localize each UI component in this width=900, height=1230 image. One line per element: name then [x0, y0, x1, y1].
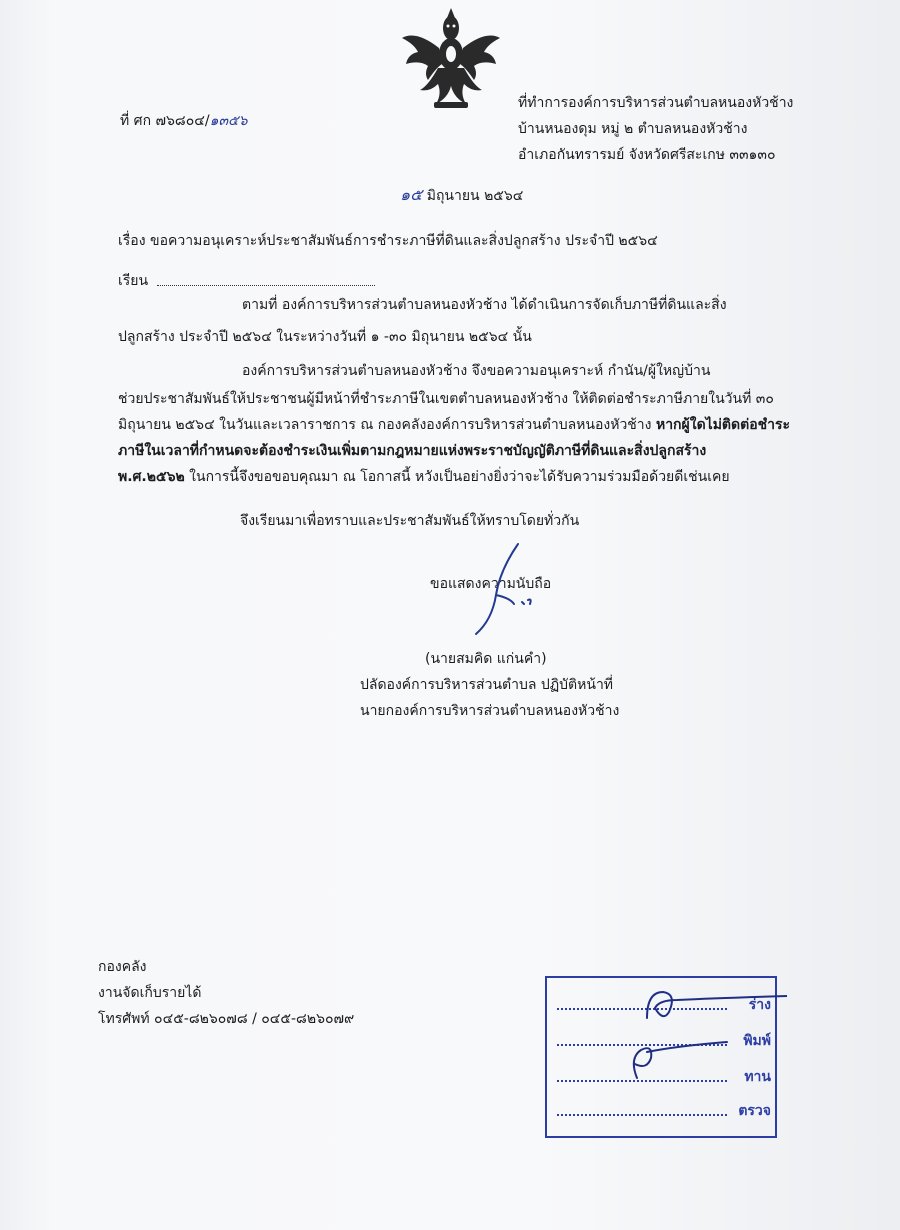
para2-line5: [118, 468, 730, 486]
letter-subject: เรื่อง ขอความอนุเคราะห์ประชาสัมพันธ์การชำระภาษีที่ดินและสิ่งปลูกสร้าง ประจำปี ๒๕๖๔: [118, 233, 658, 249]
para2-line3-normal: มิถุนายน ๒๕๖๔ ในวันและเวลาราชการ ณ กองคลังองค์การบริหารส่วนตำบลหนองหัวช้าง: [118, 417, 652, 433]
stamp-label-print: พิมพ์: [743, 1033, 771, 1049]
initials-signature: [607, 978, 787, 1088]
closing-paragraph: จึงเรียนมาเพื่อทราบและประชาสัมพันธ์ให้ทราบโดยทั่วกัน: [240, 513, 580, 529]
stamp-row-check: [557, 1102, 775, 1120]
stamp-label-check: ตรวจ: [738, 1103, 771, 1119]
para2-line1: องค์การบริหารส่วนตำบลหนองหัวช้าง จึงขอความอนุเคราะห์ กำนัน/ผู้ใหญ่บ้าน: [242, 363, 711, 379]
reference-number: [120, 112, 248, 130]
garuda-emblem-icon: [398, 8, 504, 112]
salutation: เรียน: [118, 273, 149, 289]
footer-department: กองคลัง: [98, 959, 147, 975]
regards: ขอแสดงความนับถือ: [430, 576, 552, 592]
date-day-handwritten: ๑๕: [400, 185, 423, 204]
footer-phone: โทรศัพท์ ๐๔๕-๘๒๖๐๗๘ / ๐๔๕-๘๒๖๐๗๙: [98, 1011, 355, 1027]
address-line-3: อำเภอกันทรารมย์ จังหวัดศรีสะเกษ ๓๓๑๓๐: [518, 147, 776, 163]
stamp-label-draft: ร่าง: [748, 997, 771, 1013]
para1-line2: ปลูกสร้าง ประจำปี ๒๕๖๔ ในระหว่างวันที่ ๑ -๓๐ มิถุนายน ๒๕๖๔ นั้น: [118, 329, 532, 345]
stamp-label-review: ทาน: [744, 1069, 771, 1085]
reference-number-handwritten: ๑๓๕๖: [209, 113, 248, 129]
approval-stamp-box: [545, 976, 777, 1138]
para2-line2: ช่วยประชาสัมพันธ์ให้ประชาชนผู้มีหน้าที่ชำระภาษีในเขตตำบลหนองหัวช้าง ให้ติดต่อชำระภาษีภายในวันที่ ๓๐: [118, 391, 774, 407]
signer-title-1: ปลัดองค์การบริหารส่วนตำบล ปฏิบัติหน้าที่: [360, 677, 614, 693]
para2-line4: ภาษีในเวลาที่กำหนดจะต้องชำระเงินเพิ่มตามกฎหมายแห่งพระราชบัญญัติภาษีที่ดินและสิ่งปลูกสร้าง: [118, 443, 707, 459]
para2-line5-normal: ในการนี้จึงขอขอบคุณมา ณ โอกาสนี้ หวังเป็นอย่างยิ่งว่าจะได้รับความร่วมมือด้วยดีเช่นเคย: [189, 469, 730, 485]
stamp-row-line: [557, 1114, 727, 1116]
letter-date: [400, 186, 523, 205]
signer-name: (นายสมคิด แก่นคำ): [425, 651, 547, 667]
reference-number-printed: ที่ ศก ๗๖๘๐๔/: [120, 113, 210, 129]
signer-title-2: นายกองค์การบริหารส่วนตำบลหนองหัวช้าง: [360, 703, 620, 719]
date-month-year: มิถุนายน ๒๕๖๔: [426, 188, 524, 204]
para2-line5-bold: พ.ศ.๒๕๖๒: [118, 469, 185, 485]
footer-unit: งานจัดเก็บรายได้: [98, 985, 202, 1001]
para2-line3-bold: หากผู้ใดไม่ติดต่อชำระ: [655, 417, 791, 433]
salutation-blank-line: [157, 273, 375, 286]
para1-line1: ตามที่ องค์การบริหารส่วนตำบลหนองหัวช้าง ได้ดำเนินการจัดเก็บภาษีที่ดินและสิ่ง: [242, 297, 727, 313]
handwritten-signature: [470, 540, 550, 640]
address-line-2: บ้านหนองดุม หมู่ ๒ ตำบลหนองหัวช้าง: [518, 121, 748, 137]
para2-line3: [118, 416, 790, 434]
address-line-1: ที่ทำการองค์การบริหารส่วนตำบลหนองหัวช้าง: [518, 95, 794, 111]
